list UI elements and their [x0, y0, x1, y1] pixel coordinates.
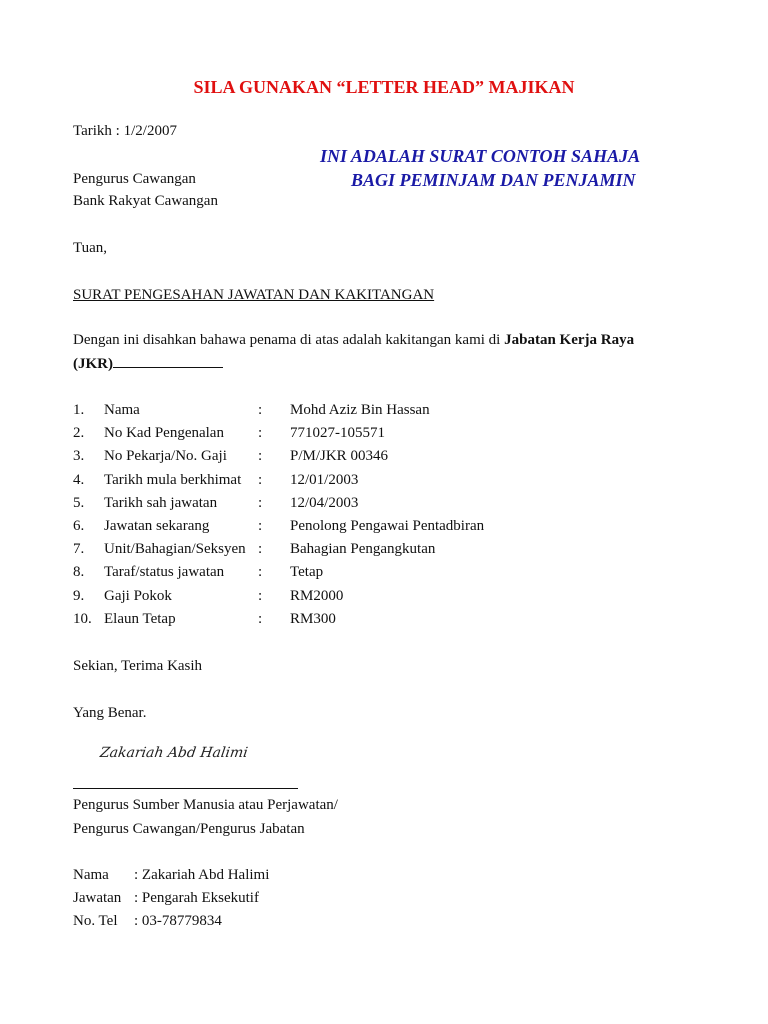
body-text: Dengan ini disahkan bahawa penama di atas adalah kakitangan kami di	[73, 332, 505, 348]
detail-number: 2.	[73, 425, 85, 442]
sample-notice-line1: INI ADALAH SURAT CONTOH SAHAJA	[320, 146, 641, 166]
detail-colon: :	[258, 471, 263, 488]
detail-label: Elaun Tetap	[104, 610, 176, 627]
detail-colon: :	[258, 402, 263, 418]
detail-colon: :	[258, 610, 263, 627]
recipient-line2: Bank Rakyat Cawangan	[73, 193, 218, 209]
detail-label: Nama	[104, 402, 140, 418]
detail-number: 3.	[73, 448, 85, 465]
detail-value: Mohd Aziz Bin Hassan	[290, 402, 430, 418]
detail-label: Tarikh sah jawatan	[104, 494, 218, 511]
signer-role-line2: Pengurus Cawangan/Pengurus Jabatan	[73, 821, 305, 837]
detail-row	[0, 519, 768, 537]
signer-info-label: No. Tel	[73, 913, 118, 930]
sample-notice-line2: BAGI PEMINJAM DAN PENJAMIN	[351, 170, 636, 190]
handwritten-signature: Zakariah Abd Halimi	[98, 745, 249, 761]
fill-in-line	[113, 366, 223, 368]
signature-line	[73, 788, 298, 789]
detail-label: Tarikh mula berkhimat	[104, 471, 242, 488]
detail-label: Jawatan sekarang	[104, 518, 210, 534]
detail-number: 4.	[73, 471, 85, 488]
detail-label: Taraf/status jawatan	[104, 564, 225, 581]
detail-number: 8.	[73, 564, 85, 581]
detail-number: 9.	[73, 587, 85, 604]
detail-number: 7.	[73, 541, 85, 558]
detail-colon: :	[258, 587, 263, 604]
detail-colon: :	[258, 494, 263, 511]
detail-value: Bahagian Pengangkutan	[290, 541, 436, 558]
detail-value: 12/01/2003	[290, 471, 359, 488]
signer-info-label: Jawatan	[73, 890, 122, 907]
detail-value: P/M/JKR 00346	[290, 448, 388, 465]
detail-number: 5.	[73, 494, 85, 511]
signer-info-row	[0, 868, 768, 886]
detail-colon: :	[258, 564, 263, 581]
detail-colon: :	[258, 448, 263, 465]
recipient-line1: Pengurus Cawangan	[73, 171, 196, 187]
letterhead-instruction: SILA GUNAKAN “LETTER HEAD” MAJIKAN	[193, 77, 575, 97]
detail-label: Unit/Bahagian/Seksyen	[104, 541, 246, 558]
detail-value: RM2000	[290, 587, 344, 604]
department-name: Jabatan Kerja Raya	[504, 332, 635, 348]
detail-colon: :	[258, 425, 263, 442]
detail-value: RM300	[290, 610, 336, 627]
detail-number: 6.	[73, 518, 85, 534]
detail-label: No Pekarja/No. Gaji	[104, 448, 227, 465]
signer-info-row	[0, 914, 768, 932]
detail-colon: :	[258, 518, 263, 534]
signer-info-value: : 03-78779834	[134, 913, 222, 930]
detail-row	[0, 589, 768, 607]
detail-row	[0, 473, 768, 491]
signer-info-value: : Pengarah Eksekutif	[134, 890, 259, 907]
detail-number: 1.	[73, 402, 85, 418]
detail-row	[0, 565, 768, 583]
detail-row	[0, 449, 768, 467]
signer-role-line1: Pengurus Sumber Manusia atau Perjawatan/	[73, 797, 338, 813]
signer-info-value: : Zakariah Abd Halimi	[134, 867, 270, 883]
signer-info-label: Nama	[73, 867, 109, 883]
detail-value: Tetap	[290, 564, 324, 581]
body-paragraph	[73, 333, 634, 348]
detail-row	[0, 542, 768, 560]
letter-subject: SURAT PENGESAHAN JAWATAN DAN KAKITANGAN	[73, 287, 435, 303]
detail-label: Gaji Pokok	[104, 587, 172, 604]
detail-row	[0, 496, 768, 514]
department-abbr: (JKR)	[73, 356, 113, 372]
body-paragraph-line2	[73, 357, 223, 372]
detail-row	[0, 426, 768, 444]
detail-label: No Kad Pengenalan	[104, 425, 224, 442]
detail-number: 10.	[73, 610, 92, 627]
signer-info-row	[0, 891, 768, 909]
sign-off: Yang Benar.	[73, 705, 147, 721]
closing: Sekian, Terima Kasih	[73, 658, 203, 674]
detail-value: 12/04/2003	[290, 494, 359, 511]
salutation: Tuan,	[73, 240, 108, 256]
detail-row	[0, 612, 768, 630]
detail-value: 771027-105571	[290, 425, 385, 442]
detail-row	[0, 403, 768, 421]
detail-colon: :	[258, 541, 263, 558]
detail-value: Penolong Pengawai Pentadbiran	[290, 518, 485, 534]
date-line: Tarikh : 1/2/2007	[73, 123, 177, 139]
